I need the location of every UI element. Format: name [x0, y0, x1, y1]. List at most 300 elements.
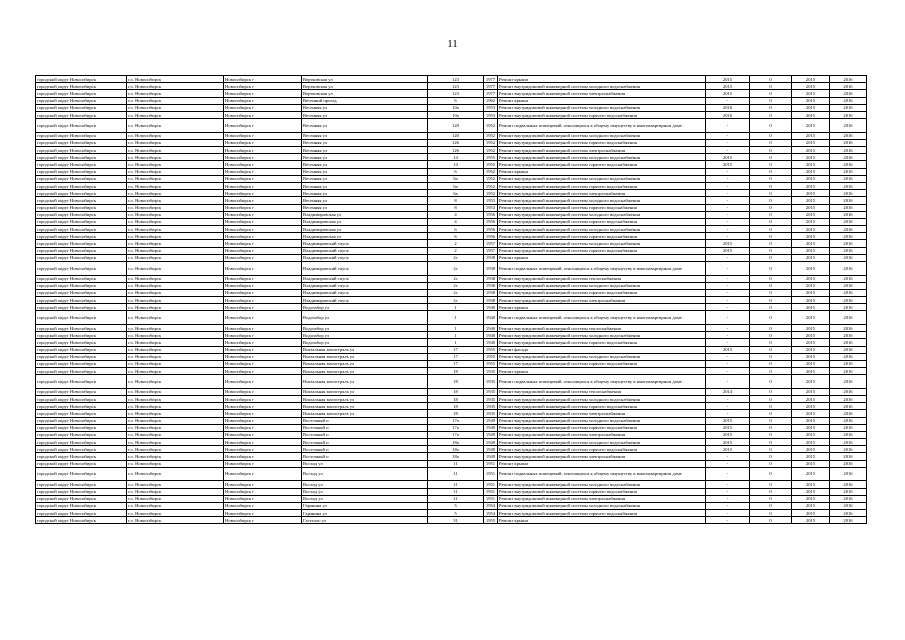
municipality-cell: городской округ Новосибирск — [36, 182, 127, 189]
work-type-cell: Ремонт внутридомовой инженерной системы холодного водоснабжения — [498, 197, 706, 204]
district-cell: г.о. Новосибирск — [127, 403, 224, 410]
house-cell: 126 — [428, 147, 484, 154]
table-row — [36, 254, 867, 261]
year-built-cell: 1935 — [484, 395, 498, 402]
plan-end-cell: 2016 — [830, 510, 867, 517]
table-row — [36, 247, 867, 254]
municipality-cell: городской округ Новосибирск — [36, 410, 127, 417]
district-cell: г.о. Новосибирск — [127, 339, 224, 346]
house-cell: 2г — [428, 275, 484, 282]
plan-end-cell: 2016 — [830, 168, 867, 175]
year-built-cell: 1938 — [484, 282, 498, 289]
cost-cell: 0 — [750, 247, 792, 254]
house-cell: 6 — [428, 226, 484, 233]
table-row — [36, 132, 867, 139]
year-built-cell: 1949 — [484, 431, 498, 438]
year-built-cell: 1956 — [484, 211, 498, 218]
last-repair-cell: - — [706, 226, 750, 233]
year-built-cell: 1938 — [484, 262, 498, 276]
street-cell: Водозабор ул — [302, 339, 428, 346]
table-row — [36, 262, 867, 276]
district-cell: г.о. Новосибирск — [127, 460, 224, 467]
year-built-cell: 1952 — [484, 168, 498, 175]
district-cell: г.о. Новосибирск — [127, 453, 224, 460]
municipality-cell: городской округ Новосибирск — [36, 453, 127, 460]
city-cell: Новосибирск г — [224, 517, 302, 524]
plan-start-cell: 2015 — [792, 368, 830, 375]
house-cell: 6 — [428, 233, 484, 240]
cost-cell: 0 — [750, 324, 792, 331]
year-built-cell: 1955 — [484, 161, 498, 168]
municipality-cell: городской округ Новосибирск — [36, 353, 127, 360]
table-row — [36, 339, 867, 346]
house-cell: 17а — [428, 424, 484, 431]
municipality-cell: городской округ Новосибирск — [36, 247, 127, 254]
house-cell: 2г — [428, 254, 484, 261]
municipality-cell: городской округ Новосибирск — [36, 226, 127, 233]
district-cell: г.о. Новосибирск — [127, 161, 224, 168]
plan-end-cell: 2016 — [830, 233, 867, 240]
street-cell: Восточный п — [302, 431, 428, 438]
plan-start-cell: 2015 — [792, 410, 830, 417]
last-repair-cell: - — [706, 197, 750, 204]
plan-start-cell: 2015 — [792, 297, 830, 304]
last-repair-cell: - — [706, 254, 750, 261]
house-cell: 17 — [428, 346, 484, 353]
house-cell: 14 — [428, 154, 484, 161]
last-repair-cell: - — [706, 339, 750, 346]
house-cell: 18а — [428, 439, 484, 446]
house-cell: 11 — [428, 495, 484, 502]
street-cell: Весенняя ул — [302, 182, 428, 189]
city-cell: Новосибирск г — [224, 83, 302, 90]
plan-end-cell: 2016 — [830, 182, 867, 189]
cost-cell: 0 — [750, 368, 792, 375]
plan-start-cell: 2015 — [792, 453, 830, 460]
plan-start-cell: 2015 — [792, 417, 830, 424]
cost-cell: 0 — [750, 119, 792, 133]
plan-start-cell: 2015 — [792, 289, 830, 296]
city-cell: Новосибирск г — [224, 410, 302, 417]
district-cell: г.о. Новосибирск — [127, 204, 224, 211]
city-cell: Новосибирск г — [224, 76, 302, 83]
city-cell: Новосибирск г — [224, 395, 302, 402]
last-repair-cell: 2015 — [706, 247, 750, 254]
municipality-cell: городской округ Новосибирск — [36, 289, 127, 296]
house-cell: 18 — [428, 410, 484, 417]
plan-start-cell: 2015 — [792, 339, 830, 346]
district-cell: г.о. Новосибирск — [127, 182, 224, 189]
table-row — [36, 226, 867, 233]
cost-cell: 0 — [750, 240, 792, 247]
street-cell: Вокзальная магистраль ул — [302, 346, 428, 353]
house-cell: 6 — [428, 97, 484, 104]
district-cell: г.о. Новосибирск — [127, 90, 224, 97]
table-row — [36, 182, 867, 189]
work-type-cell: Ремонт внутридомовой инженерной системы холодного водоснабжения — [498, 282, 706, 289]
last-repair-cell: - — [706, 175, 750, 182]
municipality-cell: городской округ Новосибирск — [36, 104, 127, 111]
work-type-cell: Ремонт подвальных помещений, относящихся к общему имуществу в многоквартирном доме — [498, 375, 706, 389]
work-type-cell: Ремонт внутридомовой инженерной системы горячего водоснабжения — [498, 139, 706, 146]
district-cell: г.о. Новосибирск — [127, 410, 224, 417]
plan-end-cell: 2016 — [830, 262, 867, 276]
city-cell: Новосибирск г — [224, 175, 302, 182]
city-cell: Новосибирск г — [224, 510, 302, 517]
house-cell: 1 — [428, 332, 484, 339]
municipality-cell: городской округ Новосибирск — [36, 311, 127, 325]
year-built-cell: 1952 — [484, 119, 498, 133]
year-built-cell: 1957 — [484, 247, 498, 254]
plan-end-cell: 2016 — [830, 481, 867, 488]
plan-end-cell: 2016 — [830, 132, 867, 139]
table-row — [36, 311, 867, 325]
plan-end-cell: 2016 — [830, 111, 867, 118]
plan-end-cell: 2016 — [830, 403, 867, 410]
plan-start-cell: 2015 — [792, 111, 830, 118]
work-type-cell: Ремонт внутридомовой инженерной системы холодного водоснабжения — [498, 439, 706, 446]
table-row — [36, 375, 867, 389]
last-repair-cell: - — [706, 517, 750, 524]
table-row — [36, 517, 867, 524]
work-type-cell: Ремонт внутридомовой инженерной системы горячего водоснабжения — [498, 111, 706, 118]
plan-start-cell: 2015 — [792, 488, 830, 495]
plan-start-cell: 2015 — [792, 332, 830, 339]
year-built-cell: 1977 — [484, 90, 498, 97]
work-type-cell: Ремонт внутридомовой инженерной системы холодного водоснабжения — [498, 226, 706, 233]
plan-start-cell: 2015 — [792, 182, 830, 189]
table-row — [36, 175, 867, 182]
table-row — [36, 104, 867, 111]
house-cell: 11 — [428, 488, 484, 495]
table-row — [36, 439, 867, 446]
plan-end-cell: 2016 — [830, 161, 867, 168]
street-cell: Весенняя ул — [302, 154, 428, 161]
cost-cell: 0 — [750, 395, 792, 402]
district-cell: г.о. Новосибирск — [127, 197, 224, 204]
work-type-cell: Ремонт внутридомовой инженерной системы холодного водоснабжения — [498, 332, 706, 339]
work-type-cell: Ремонт внутридомовой инженерной системы холодного водоснабжения — [498, 132, 706, 139]
municipality-cell: городской округ Новосибирск — [36, 510, 127, 517]
city-cell: Новосибирск г — [224, 297, 302, 304]
year-built-cell: 1955 — [484, 517, 498, 524]
district-cell: г.о. Новосибирск — [127, 175, 224, 182]
cost-cell: 0 — [750, 197, 792, 204]
municipality-cell: городской округ Новосибирск — [36, 147, 127, 154]
street-cell: Гастелло ул — [302, 517, 428, 524]
street-cell: Владимировская ул — [302, 211, 428, 218]
house-cell: 1 — [428, 339, 484, 346]
work-type-cell: Ремонт подвальных помещений, относящихся к общему имуществу в многоквартирном доме — [498, 119, 706, 133]
street-cell: Вокзальная магистраль ул — [302, 368, 428, 375]
table-row — [36, 240, 867, 247]
municipality-cell: городской округ Новосибирск — [36, 395, 127, 402]
city-cell: Новосибирск г — [224, 481, 302, 488]
municipality-cell: городской округ Новосибирск — [36, 324, 127, 331]
table-row — [36, 446, 867, 453]
plan-end-cell: 2016 — [830, 240, 867, 247]
plan-start-cell: 2015 — [792, 403, 830, 410]
work-type-cell: Ремонт крыши — [498, 460, 706, 467]
municipality-cell: городской округ Новосибирск — [36, 502, 127, 509]
table-row — [36, 510, 867, 517]
year-built-cell: 1940 — [484, 304, 498, 311]
year-built-cell: 1955 — [484, 346, 498, 353]
plan-start-cell: 2015 — [792, 175, 830, 182]
street-cell: Весенняя ул — [302, 119, 428, 133]
street-cell: Весенняя ул — [302, 204, 428, 211]
plan-start-cell: 2015 — [792, 510, 830, 517]
year-built-cell: 1955 — [484, 353, 498, 360]
plan-end-cell: 2016 — [830, 304, 867, 311]
plan-start-cell: 2015 — [792, 502, 830, 509]
house-cell: 1 — [428, 304, 484, 311]
street-cell: Вокзальная магистраль ул — [302, 353, 428, 360]
last-repair-cell: 2016 — [706, 111, 750, 118]
work-type-cell: Ремонт внутридомовой инженерной системы электроснабжения — [498, 410, 706, 417]
year-built-cell: 1956 — [484, 218, 498, 225]
table-row — [36, 168, 867, 175]
house-cell: 123 — [428, 76, 484, 83]
municipality-cell: городской округ Новосибирск — [36, 254, 127, 261]
street-cell: Вокзальная магистраль ул — [302, 360, 428, 367]
district-cell: г.о. Новосибирск — [127, 324, 224, 331]
last-repair-cell: 2014 — [706, 388, 750, 395]
plan-end-cell: 2016 — [830, 375, 867, 389]
table-row — [36, 410, 867, 417]
district-cell: г.о. Новосибирск — [127, 132, 224, 139]
city-cell: Новосибирск г — [224, 339, 302, 346]
work-type-cell: Ремонт внутридомовой инженерной системы горячего водоснабжения — [498, 339, 706, 346]
last-repair-cell: 2015 — [706, 83, 750, 90]
city-cell: Новосибирск г — [224, 168, 302, 175]
table-row — [36, 353, 867, 360]
street-cell: Владимировский спуск — [302, 254, 428, 261]
plan-end-cell: 2016 — [830, 90, 867, 97]
year-built-cell: 1949 — [484, 424, 498, 431]
year-built-cell: 1953 — [484, 204, 498, 211]
district-cell: г.о. Новосибирск — [127, 211, 224, 218]
work-type-cell: Ремонт внутридомовой инженерной системы электроснабжения — [498, 495, 706, 502]
district-cell: г.о. Новосибирск — [127, 289, 224, 296]
city-cell: Новосибирск г — [224, 262, 302, 276]
plan-start-cell: 2015 — [792, 218, 830, 225]
street-cell: Весенняя ул — [302, 190, 428, 197]
street-cell: Владимировский спуск — [302, 262, 428, 276]
cost-cell: 0 — [750, 517, 792, 524]
work-type-cell: Ремонт внутридомовой инженерной системы горячего водоснабжения — [498, 233, 706, 240]
house-cell: 6а — [428, 175, 484, 182]
district-cell: г.о. Новосибирск — [127, 375, 224, 389]
year-built-cell: 1952 — [484, 190, 498, 197]
last-repair-cell: - — [706, 211, 750, 218]
district-cell: г.о. Новосибирск — [127, 282, 224, 289]
table-row — [36, 90, 867, 97]
municipality-cell: городской округ Новосибирск — [36, 139, 127, 146]
district-cell: г.о. Новосибирск — [127, 467, 224, 481]
table-row — [36, 346, 867, 353]
cost-cell: 0 — [750, 132, 792, 139]
table-row — [36, 460, 867, 467]
work-type-cell: Ремонт внутридомовой инженерной системы холодного водоснабжения — [498, 240, 706, 247]
cost-cell: 0 — [750, 282, 792, 289]
plan-end-cell: 2016 — [830, 324, 867, 331]
cost-cell: 0 — [750, 439, 792, 446]
last-repair-cell: - — [706, 289, 750, 296]
house-cell: 6 — [428, 168, 484, 175]
table-row — [36, 97, 867, 104]
district-cell: г.о. Новосибирск — [127, 147, 224, 154]
street-cell: Вокзальная магистраль ул — [302, 410, 428, 417]
city-cell: Новосибирск г — [224, 304, 302, 311]
district-cell: г.о. Новосибирск — [127, 346, 224, 353]
plan-end-cell: 2016 — [830, 211, 867, 218]
table-row — [36, 190, 867, 197]
municipality-cell: городской округ Новосибирск — [36, 275, 127, 282]
table-row — [36, 481, 867, 488]
year-built-cell: 1935 — [484, 368, 498, 375]
street-cell: Весенняя ул — [302, 132, 428, 139]
year-built-cell: 1952 — [484, 147, 498, 154]
cost-cell: 0 — [750, 97, 792, 104]
table-row — [36, 282, 867, 289]
house-cell: 4 — [428, 218, 484, 225]
district-cell: г.о. Новосибирск — [127, 154, 224, 161]
house-cell: 120 — [428, 132, 484, 139]
house-cell: 11 — [428, 467, 484, 481]
year-built-cell: 1935 — [484, 403, 498, 410]
street-cell: Водозабор ул — [302, 311, 428, 325]
table-row — [36, 495, 867, 502]
plan-end-cell: 2016 — [830, 395, 867, 402]
plan-end-cell: 2016 — [830, 332, 867, 339]
district-cell: г.о. Новосибирск — [127, 417, 224, 424]
house-cell: 18а — [428, 453, 484, 460]
street-cell: Восточный п — [302, 424, 428, 431]
house-cell: 10а — [428, 104, 484, 111]
house-cell: 1 — [428, 311, 484, 325]
cost-cell: 0 — [750, 175, 792, 182]
work-type-cell: Ремонт внутридомовой инженерной системы горячего водоснабжения — [498, 289, 706, 296]
plan-start-cell: 2015 — [792, 275, 830, 282]
plan-end-cell: 2016 — [830, 204, 867, 211]
street-cell: Весенняя ул — [302, 104, 428, 111]
plan-start-cell: 2015 — [792, 460, 830, 467]
last-repair-cell: - — [706, 502, 750, 509]
work-type-cell: Ремонт внутридомовой инженерной системы горячего водоснабжения — [498, 182, 706, 189]
city-cell: Новосибирск г — [224, 488, 302, 495]
work-type-cell: Ремонт внутридомовой инженерной системы холодного водоснабжения — [498, 211, 706, 218]
plan-start-cell: 2015 — [792, 97, 830, 104]
house-cell: 18 — [428, 388, 484, 395]
cost-cell: 0 — [750, 403, 792, 410]
last-repair-cell: 2016 — [706, 104, 750, 111]
cost-cell: 0 — [750, 353, 792, 360]
city-cell: Новосибирск г — [224, 360, 302, 367]
plan-start-cell: 2015 — [792, 204, 830, 211]
last-repair-cell: - — [706, 324, 750, 331]
cost-cell: 0 — [750, 332, 792, 339]
work-type-cell: Ремонт внутридомовой инженерной системы электроснабжения — [498, 90, 706, 97]
work-type-cell: Ремонт внутридомовой инженерной системы горячего водоснабжения — [498, 510, 706, 517]
municipality-cell: городской округ Новосибирск — [36, 460, 127, 467]
table-row — [36, 368, 867, 375]
municipality-cell: городской округ Новосибирск — [36, 424, 127, 431]
last-repair-cell: - — [706, 410, 750, 417]
last-repair-cell: - — [706, 510, 750, 517]
cost-cell: 0 — [750, 360, 792, 367]
municipality-cell: городской округ Новосибирск — [36, 439, 127, 446]
district-cell: г.о. Новосибирск — [127, 111, 224, 118]
municipality-cell: городской округ Новосибирск — [36, 168, 127, 175]
house-cell: 8 — [428, 204, 484, 211]
plan-start-cell: 2015 — [792, 424, 830, 431]
municipality-cell: городской округ Новосибирск — [36, 446, 127, 453]
house-cell: 2 — [428, 240, 484, 247]
plan-start-cell: 2015 — [792, 495, 830, 502]
district-cell: г.о. Новосибирск — [127, 510, 224, 517]
district-cell: г.о. Новосибирск — [127, 488, 224, 495]
municipality-cell: городской округ Новосибирск — [36, 360, 127, 367]
plan-end-cell: 2016 — [830, 139, 867, 146]
plan-start-cell: 2015 — [792, 247, 830, 254]
city-cell: Новосибирск г — [224, 218, 302, 225]
plan-start-cell: 2015 — [792, 439, 830, 446]
plan-start-cell: 2015 — [792, 197, 830, 204]
plan-end-cell: 2016 — [830, 218, 867, 225]
plan-end-cell: 2016 — [830, 488, 867, 495]
district-cell: г.о. Новосибирск — [127, 275, 224, 282]
work-type-cell: Ремонт подвальных помещений, относящихся к общему имуществу в многоквартирном доме — [498, 311, 706, 325]
house-cell: 2г — [428, 282, 484, 289]
plan-start-cell: 2015 — [792, 161, 830, 168]
work-type-cell: Ремонт внутридомовой инженерной системы электроснабжения — [498, 297, 706, 304]
city-cell: Новосибирск г — [224, 311, 302, 325]
cost-cell: 0 — [750, 139, 792, 146]
plan-start-cell: 2015 — [792, 168, 830, 175]
plan-end-cell: 2016 — [830, 289, 867, 296]
city-cell: Новосибирск г — [224, 247, 302, 254]
municipality-cell: городской округ Новосибирск — [36, 76, 127, 83]
city-cell: Новосибирск г — [224, 147, 302, 154]
year-built-cell: 1953 — [484, 111, 498, 118]
plan-end-cell: 2016 — [830, 226, 867, 233]
work-type-cell: Ремонт внутридомовой инженерной системы горячего водоснабжения — [498, 360, 706, 367]
work-type-cell: Ремонт крыши — [498, 368, 706, 375]
city-cell: Новосибирск г — [224, 275, 302, 282]
house-cell: 10а — [428, 111, 484, 118]
street-cell: Весенняя ул — [302, 175, 428, 182]
street-cell: Владимировский спуск — [302, 289, 428, 296]
city-cell: Новосибирск г — [224, 375, 302, 389]
street-cell: Восход ул — [302, 467, 428, 481]
year-built-cell: 1940 — [484, 311, 498, 325]
plan-end-cell: 2016 — [830, 282, 867, 289]
work-type-cell: Ремонт подвальных помещений, относящихся к общему имуществу в многоквартирном доме — [498, 262, 706, 276]
capital-repair-table — [35, 75, 867, 524]
city-cell: Новосибирск г — [224, 182, 302, 189]
work-type-cell: Ремонт внутридомовой инженерной системы теплоснабжения — [498, 388, 706, 395]
municipality-cell: городской округ Новосибирск — [36, 282, 127, 289]
table-row — [36, 424, 867, 431]
district-cell: г.о. Новосибирск — [127, 517, 224, 524]
street-cell: Водозабор ул — [302, 324, 428, 331]
year-built-cell: 1957 — [484, 240, 498, 247]
year-built-cell: 1954 — [484, 510, 498, 517]
municipality-cell: городской округ Новосибирск — [36, 132, 127, 139]
last-repair-cell: - — [706, 262, 750, 276]
plan-start-cell: 2015 — [792, 304, 830, 311]
